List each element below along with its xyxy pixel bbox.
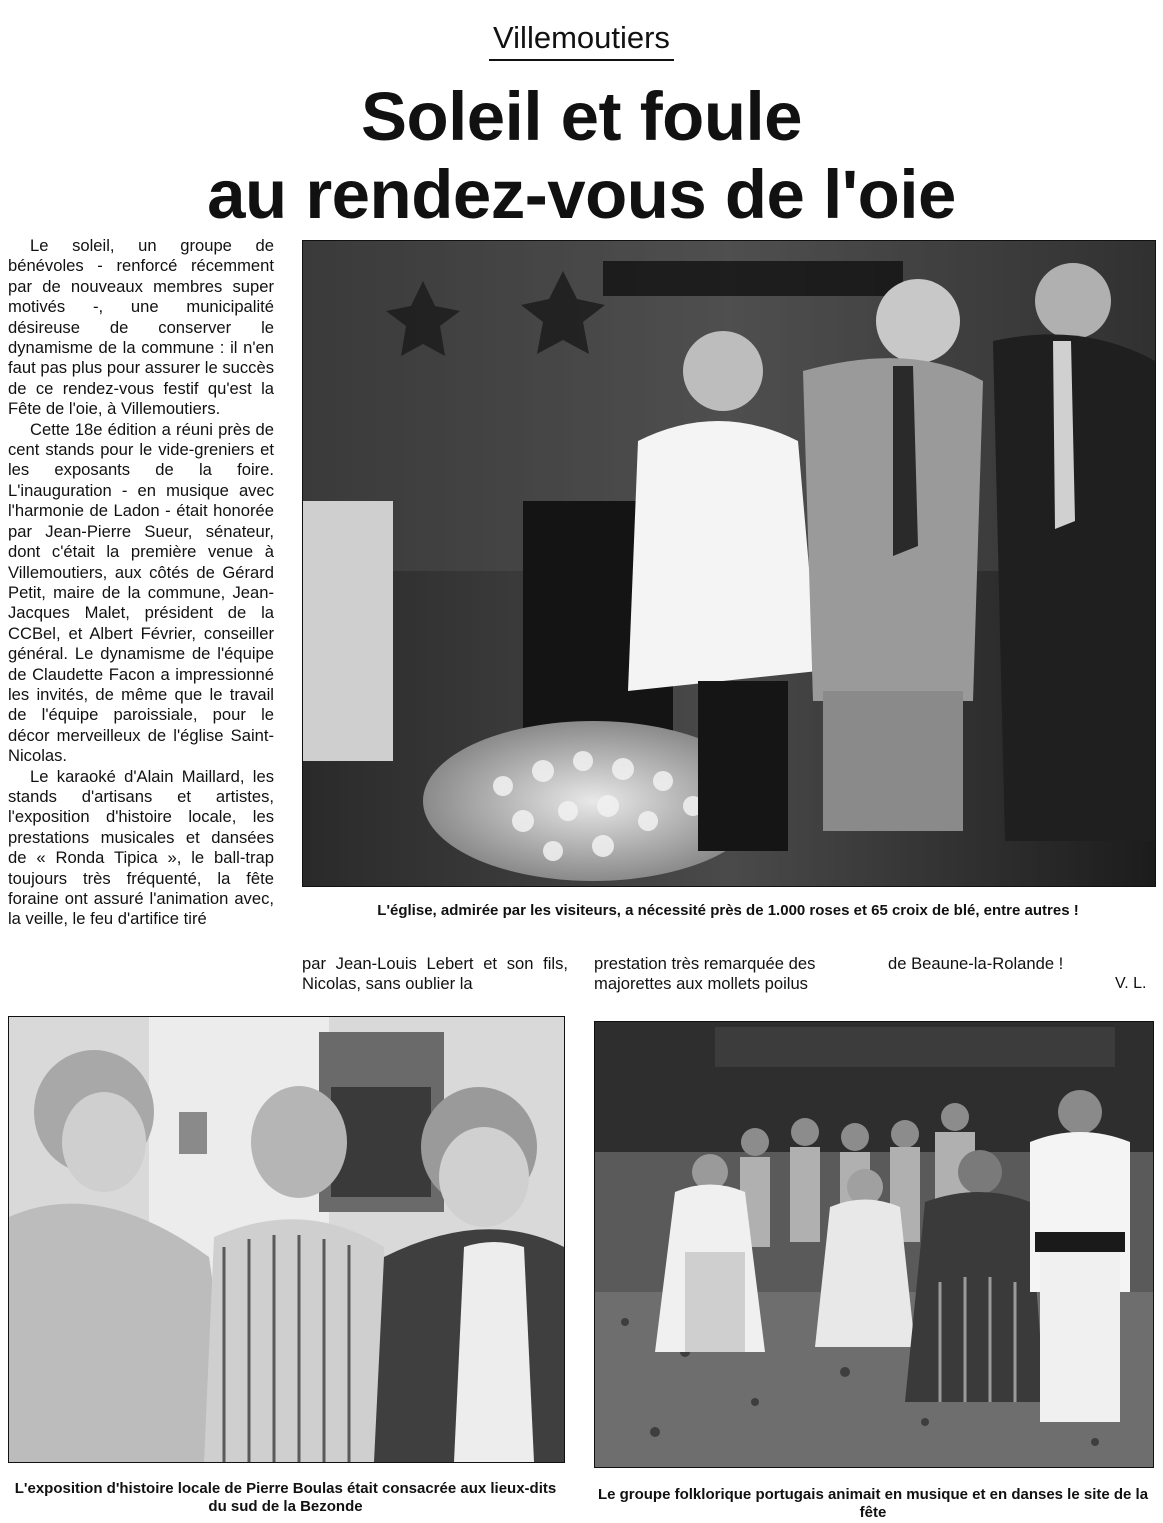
history-exhibition-image: [9, 1017, 564, 1462]
church-photo-image: [303, 241, 1155, 886]
church-photo: [302, 240, 1156, 887]
article-continuation-2: prestation très remarquée des majorettes aux mollets poilus: [594, 954, 816, 994]
folk-group-image: [595, 1022, 1153, 1467]
article-paragraph-3: Le karaoké d'Alain Maillard, les stands d'artisans et artistes, l'exposition d'histoire locale, les prestations musicales et dansées de « Ronda Tipica », le ball-trap toujours très fréquenté, la fête foraine ont assuré l'animation avec, la veille, le feu d'artifice tiré: [8, 766, 274, 929]
section-kicker: [0, 18, 1163, 61]
history-exhibition-caption: L'exposition d'histoire locale de Pierre Boulas était consacrée aux lieux-dits du sud de la Bezonde: [14, 1480, 557, 1515]
article-continuation-1: par Jean-Louis Lebert et son fils, Nicolas, sans oublier la: [302, 954, 568, 994]
article-column: [8, 236, 274, 996]
article-paragraph-1: Le soleil, un groupe de bénévoles - renforcé récemment par de nouveaux membres super motivés -, une municipalité désireuse de conserver le dynamisme de la commune : il n'en faut pas plus pour assurer le succès de ce rendez-vous festif qu'est la Fête de l'oie, à Villemoutiers.: [8, 236, 274, 419]
headline: [0, 78, 1163, 234]
history-exhibition-photo: [8, 1016, 565, 1463]
church-photo-caption: L'église, admirée par les visiteurs, a nécessité près de 1.000 roses et 65 croix de blé, entre autres !: [377, 902, 1079, 919]
folk-group-caption: Le groupe folklorique portugais animait en musique et en danses le site de la fête: [597, 1486, 1149, 1521]
article-continuation-3: de Beaune-la-Rolande !: [888, 954, 1064, 973]
kicker-text: Villemoutiers: [489, 18, 674, 61]
article-byline: V. L.: [1115, 975, 1147, 992]
folk-group-photo: [594, 1021, 1154, 1468]
headline-line-2: au rendez-vous de l'oie: [207, 156, 956, 233]
headline-line-1: Soleil et foule: [360, 78, 803, 155]
article-paragraph-2: Cette 18e édition a réuni près de cent stands pour le vide-greniers et les exposants de la foire. L'inauguration - en musique avec l'harmonie de Ladon - était honorée par Jean-Pierre Sueur, sénateur, dont c'était la première venue à Villemoutiers, aux côtés de Gérard Petit, maire de la commune, Jean-Jacques Malet, président de la CCBel, et Albert Février, conseiller général. Le dynamisme de l'équipe de Claudette Facon a impressionné les invités, de même que le travail de l'équipe paroissiale, pour le décor merveilleux de l'église Saint-Nicolas.: [8, 419, 274, 766]
